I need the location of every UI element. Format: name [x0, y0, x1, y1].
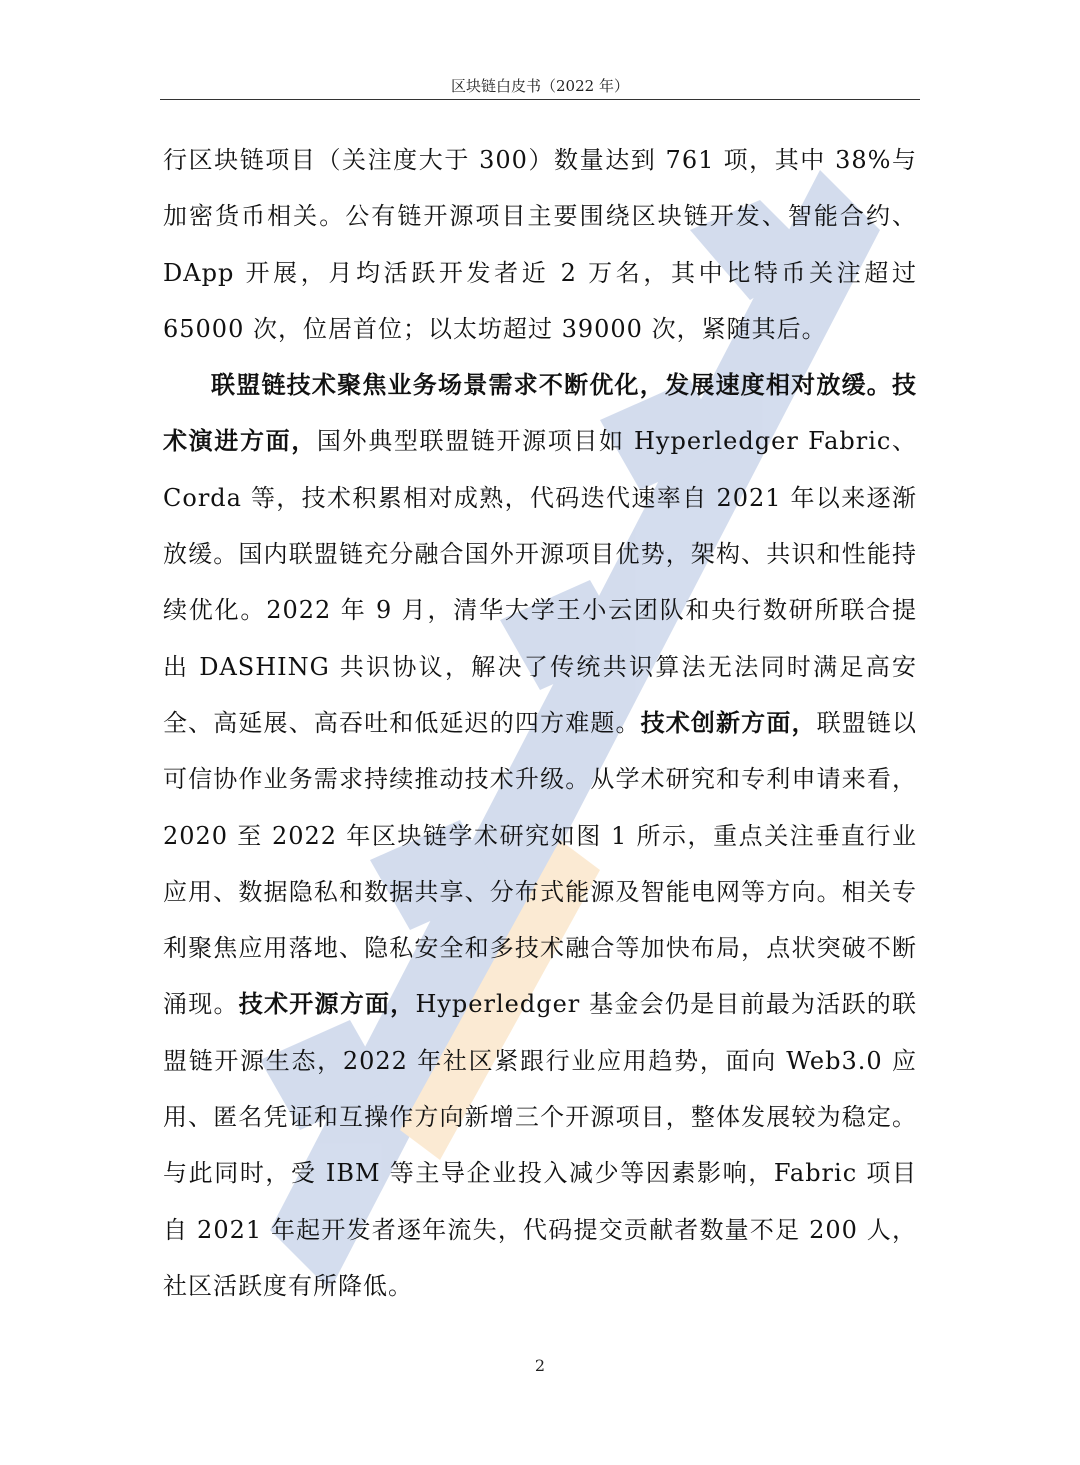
paragraph-2-open-source-text: Hyperledger 基金会仍是目前最为活跃的联盟链开源生态，2022 年社区紧跟行业应用趋势，面向 Web3.0 应用、匿名凭证和互操作方向新增三个开源项目，整体发展较为稳定。与此同时，受 IBM 等主导企业投入减少等因素影响，Fabric 项目自 2021 年起开发者逐年流失，代码提交贡献者数量不足 200 人，社区活跃度有所降低。 — [163, 990, 918, 1300]
running-header: 区块链白皮书（2022 年） — [451, 77, 629, 95]
page-number: 2 — [534, 1356, 546, 1375]
heading-tech-evolution: 技术演进方面， — [163, 371, 917, 456]
paragraph-2 — [163, 357, 917, 1314]
header-rule — [160, 99, 920, 100]
paragraph-2-lead: 联盟链技术聚焦业务场景需求不断优化，发展速度相对放缓。 — [211, 371, 892, 400]
paragraph-1 — [163, 132, 917, 357]
paragraph-2-evolution-text: 国外典型联盟链开源项目如 Hyperledger Fabric、Corda 等，技术积累相对成熟，代码迭代速率自 2021 年以来逐渐放缓。国内联盟链充分融合国外开源项目优势，架构、共识和性能持续优化。2022 年 9 月，清华大学王小云团队和央行数研所联合提出 DASHING 共识协议，解决了传统共识算法无法同时满足高安全、高延展、高吞吐和低延迟的四方难题。 — [163, 427, 918, 737]
paragraph-1-text: 行区块链项目（关注度大于 300）数量达到 761 项，其中 38%与加密货币相关。公有链开源项目主要围绕区块链开发、智能合约、DApp 开展，月均活跃开发者近 2 万名，其中比特币关注超过 65000 次，位居首位；以太坊超过 39000 次，紧随其后。 — [163, 146, 917, 343]
heading-tech-innovation: 技术创新方面， — [640, 708, 817, 737]
paragraph-2-innovation-text: 联盟链以可信协作业务需求持续推动技术升级。从学术研究和专利申请来看，2020 至 2022 年区块链学术研究如图 1 所示，重点关注垂直行业应用、数据隐私和数据共享、分布式能源及智能电网等方向。相关专利聚焦应用落地、隐私安全和多技术融合等加快布局，点状突破不断涌现。 — [163, 708, 918, 1019]
heading-tech-open-source: 技术开源方面， — [238, 990, 416, 1019]
body-text — [163, 132, 917, 1314]
